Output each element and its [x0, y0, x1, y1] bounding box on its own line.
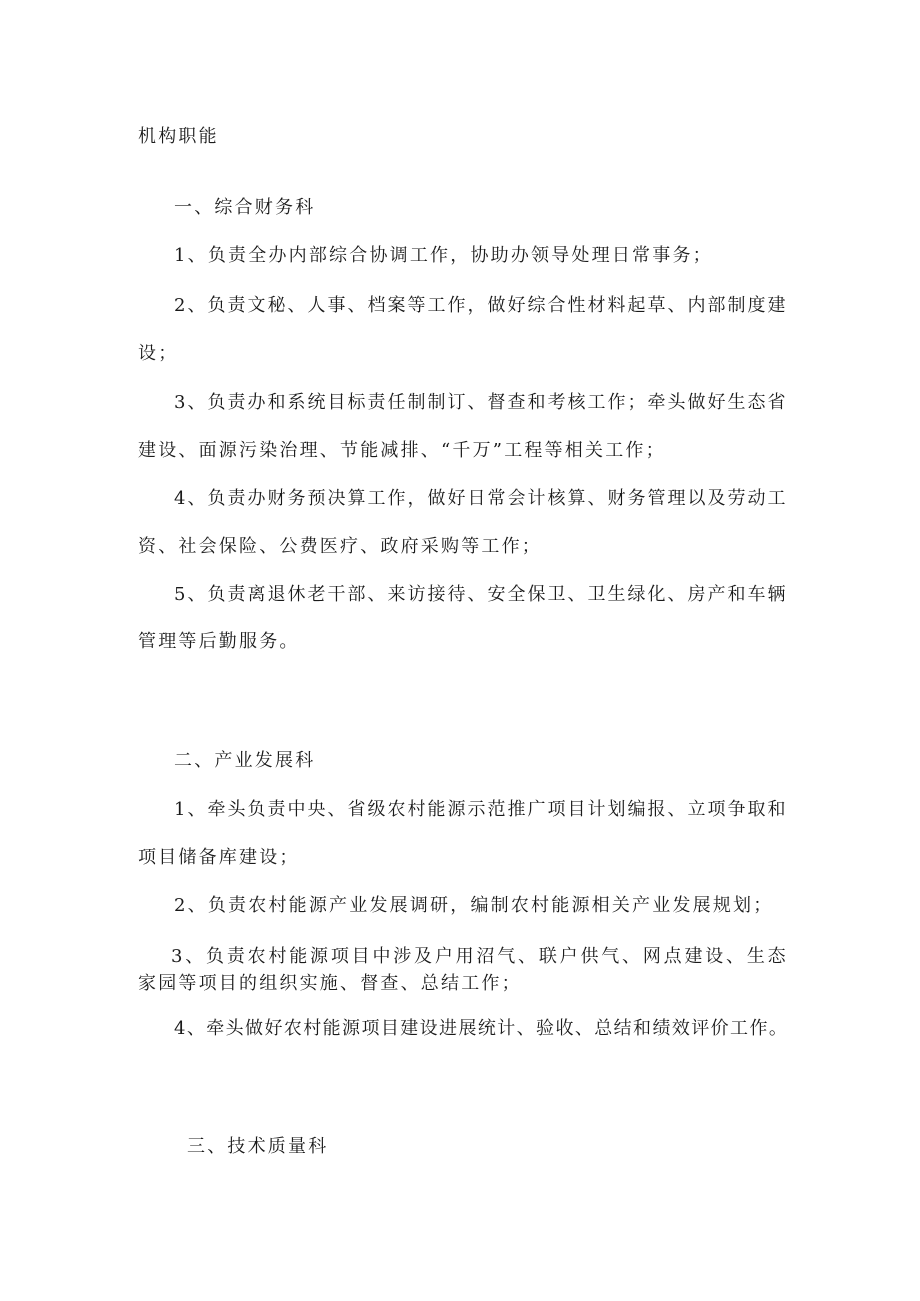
sec1-item-2: 2、负责文秘、人事、档案等工作，做好综合性材料起草、内部制度建	[174, 295, 788, 316]
sec2-item-1: 1、牵头负责中央、省级农村能源示范推广项目计划编报、立项争取和	[174, 799, 788, 820]
sec1-item-4-cont: 资、社会保险、公费医疗、政府采购等工作；	[138, 536, 542, 557]
sec2-item-3: 3、负责农村能源项目中涉及户用沼气、联户供气、网点建设、生态	[171, 946, 789, 967]
sec2-item-4: 4、牵头做好农村能源项目建设进展统计、验收、总结和绩效评价工作。	[174, 1018, 789, 1039]
sec1-item-5-cont: 管理等后勤服务。	[138, 631, 300, 652]
sec2-item-2: 2、负责农村能源产业发展调研，编制农村能源相关产业发展规划；	[174, 895, 774, 916]
sec1-item-4: 4、负责办财务预决算工作，做好日常会计核算、财务管理以及劳动工	[174, 488, 788, 509]
sec1-item-5: 5、负责离退休老干部、来访接待、安全保卫、卫生绿化、房产和车辆	[174, 584, 788, 605]
sec1-item-3-cont: 建设、面源污染治理、节能减排、“千万”工程等相关工作；	[138, 440, 666, 461]
section-heading-3: 三、技术质量科	[187, 1136, 329, 1157]
sec1-item-3: 3、负责办和系统目标责任制制订、督查和考核工作；牵头做好生态省	[174, 392, 788, 413]
page-title: 机构职能	[138, 126, 219, 147]
section-heading-2: 二、产业发展科	[174, 750, 316, 771]
section-heading-1: 一、综合财务科	[174, 197, 316, 218]
sec1-item-2-cont: 设；	[138, 343, 179, 364]
sec1-item-1: 1、负责全办内部综合协调工作，协助办领导处理日常事务；	[174, 245, 713, 266]
sec2-item-1-cont: 项目储备库建设；	[138, 847, 300, 868]
sec2-item-3-cont: 家园等项目的组织实施、督查、总结工作；	[138, 973, 522, 994]
